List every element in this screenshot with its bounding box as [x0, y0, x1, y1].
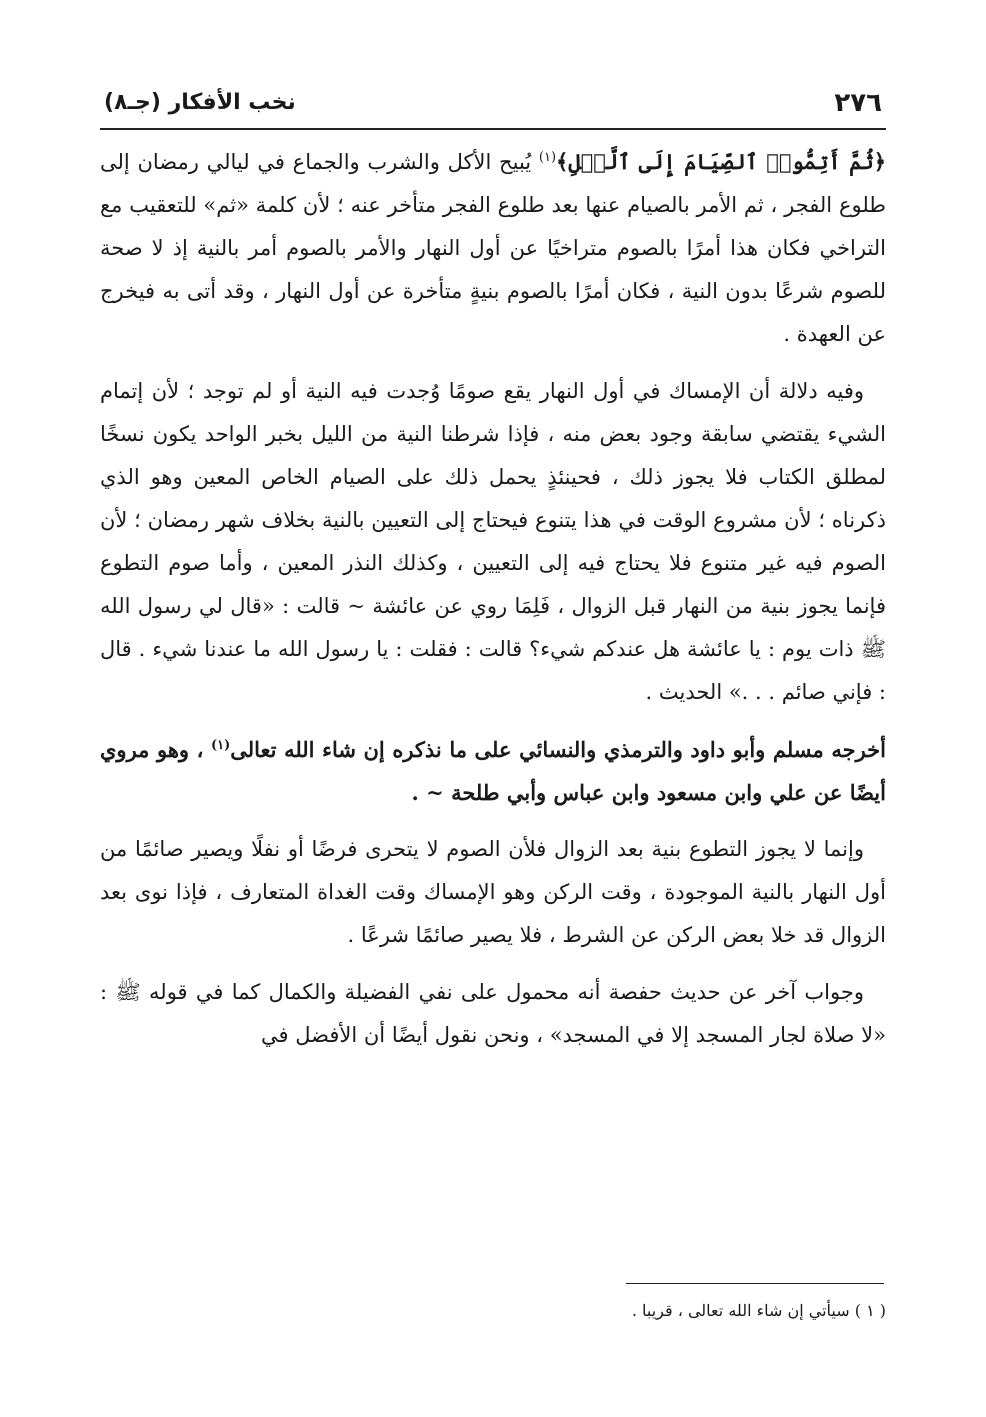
footnote-marker: (١): [210, 738, 231, 753]
footnote-text: ( ١ ) سيأتي إن شاء الله تعالى ، قريبا .: [631, 1301, 886, 1320]
paragraph-3-bold: [100, 728, 886, 814]
quran-verse: ﴿ثُمَّ أَتِمُّوا۟ ٱلصِّيَامَ إِلَى ٱلَّيۡلِ﴾: [556, 149, 887, 174]
book-title: نخب الأفكار (جـ٨): [104, 90, 296, 115]
paragraph-2-text: وفيه دلالة أن الإمساك في أول النهار يقع صومًا وُجدت فيه النية أو لم توجد ؛ لأن إتمام الشيء يقتضي سابقة وجود بعض منه ، فإذا شرطنا النية من الليل بخبر الواحد يكون نسخًا لمطلق الكتاب فلا يجوز ذلك ، فحينئذٍ يحمل ذلك على الصيام الخاص المعين وهو الذي ذكرناه ؛ لأن مشروع الوقت في هذا يتنوع فيحتاج إلى التعيين بالنية بخلاف شهر رمضان ؛ لأن الصوم فيه غير متنوع فلا يحتاج فيه إلى التعيين ، وكذلك النذر المعين ، وأما صوم التطوع فإنما يجوز بنية من النهار قبل الزوال ، فَلِمَا روي عن عائشة ~ قالت : «قال لي رسول الله ﷺ ذات يوم : يا عائشة هل عندكم شيء؟ قالت : فقلت : يا رسول الله ما عندنا شيء . قال : فإني صائم . . .» الحديث .: [100, 379, 886, 704]
paragraph-5-text: وجواب آخر عن حديث حفصة أنه محمول على نفي الفضيلة والكمال كما في قوله ﷺ : «لا صلاة لجار المسجد إلا في المسجد» ، ونحن نقول أيضًا أن الأفضل في: [100, 980, 886, 1047]
paragraph-3-text: أخرجه مسلم وأبو داود والترمذي والنسائي على ما نذكره إن شاء الله تعالى: [230, 737, 886, 762]
footnote: [100, 1298, 886, 1324]
footnote-marker: (١): [538, 150, 557, 165]
page-number: ٢٧٦: [834, 88, 882, 118]
paragraph-4-text: وإنما لا يجوز التطوع بنية بعد الزوال فلأن الصوم لا يتحرى فرضًا أو نفلًا ويصير صائمًا من أول النهار بالنية الموجودة ، وقت الركن وهو الإمساك وقت الغداة المتعارف ، فإذا نوى بعد الزوال قد خلا بعض الركن عن الشرط ، فلا يصير صائمًا شرعًا .: [100, 837, 886, 947]
paragraph-1-text: يُبيح الأكل والشرب والجماع في ليالي رمضان إلى طلوع الفجر ، ثم الأمر بالصيام عنها بعد طلوع الفجر متأخر عنه ؛ لأن كلمة «ثم» للتعقيب مع التراخي فكان هذا أمرًا بالصوم متراخيًا عن أول النهار والأمر بالصوم أمر بالنية إذ لا صحة للصوم شرعًا بدون النية ، فكان أمرًا بالصوم بنيةٍ متأخرة عن أول النهار ، وقد أتى به فيخرج عن العهدة .: [100, 150, 886, 346]
header-divider: [100, 128, 886, 130]
paragraph-1: [100, 140, 886, 356]
paragraph-4: [100, 828, 886, 957]
paragraph-3-text-continued: ، وهو مروي أيضًا عن علي وابن مسعود وابن عباس وأبي طلحة ~ .: [100, 737, 886, 805]
footnote-divider: [626, 1283, 884, 1284]
paragraph-2: [100, 370, 886, 714]
page-header: [100, 86, 886, 126]
main-text: [100, 140, 886, 1071]
paragraph-5: [100, 971, 886, 1057]
